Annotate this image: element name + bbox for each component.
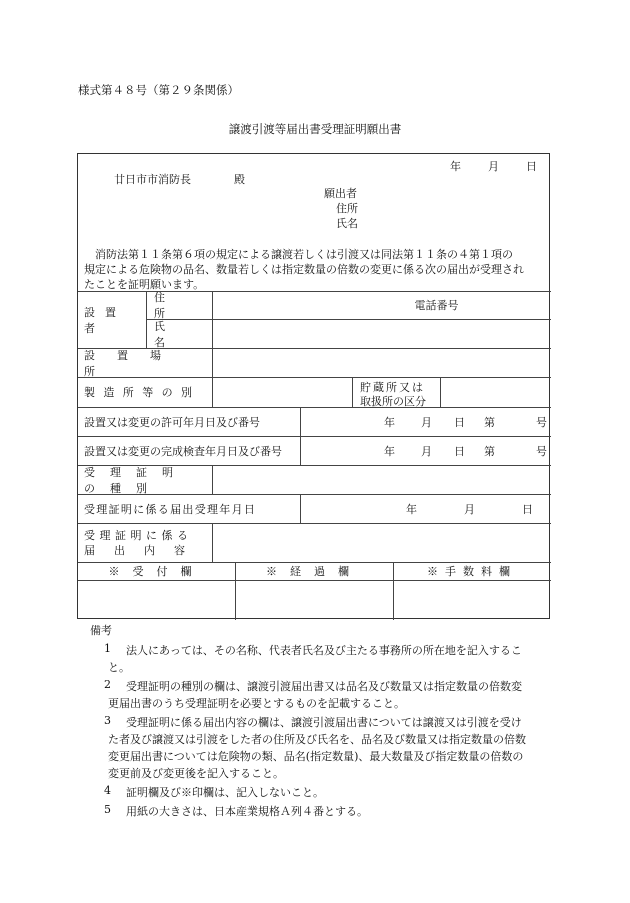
note-number: 3: [104, 714, 111, 727]
notification-content-label: 受理証明に係る: [84, 529, 193, 542]
completion-year: 年: [384, 444, 395, 458]
note-text: 証明欄及び※印欄は、記入しないこと。: [126, 786, 324, 799]
application-form-table: [77, 153, 550, 619]
note-text: 更届出書のうち受理証明を必要とするものを記載すること。: [108, 697, 405, 710]
progress-column-header: ※経過欄: [266, 565, 362, 578]
note-text: 法人にあっては、その名称、代表者氏名及び主たる事務所の所在地を記入するこ: [126, 644, 522, 657]
note-text: 受理証明に係る届出内容の欄は、譲渡引渡届出書については譲渡又は引渡を受け: [126, 716, 522, 729]
completion-month: 月: [421, 444, 432, 458]
reception-column-field: [78, 580, 235, 620]
completion-no-prefix: 第: [484, 444, 495, 458]
facility-type-label: 製造所等の別: [84, 386, 201, 399]
request-body-line: 規定による危険物の品名、数量若しくは指定数量の倍数の変更に係る次の届出が受理され: [84, 263, 524, 276]
storage-type-label: 貯蔵所又は: [360, 381, 425, 394]
receipt-day: 日: [522, 502, 533, 516]
note-number: 1: [104, 642, 111, 655]
notification-content-label: 届出内容: [84, 544, 204, 557]
completion-date-number-field[interactable]: [300, 436, 551, 465]
reception-column-header: ※受付欄: [108, 565, 205, 578]
completion-date-number-label: 設置又は変更の完成検査年月日及び番号: [84, 444, 282, 458]
facility-type-field[interactable]: [212, 377, 352, 407]
installer-address-field[interactable]: [212, 291, 551, 319]
permit-day: 日: [454, 415, 465, 429]
permit-no-suffix: 号: [536, 415, 547, 429]
request-body-line: たことを証明願います。: [84, 278, 205, 291]
completion-day: 日: [454, 444, 465, 458]
receipt-date-field[interactable]: [300, 494, 551, 523]
note-text: 変更前及び変更後を記入すること。: [108, 767, 284, 780]
progress-column-field: [235, 580, 393, 620]
permit-no-prefix: 第: [484, 415, 495, 429]
applicant-name-label[interactable]: 氏名: [336, 217, 358, 230]
applicant-address-label[interactable]: 住所: [336, 202, 358, 215]
permit-month: 月: [421, 415, 432, 429]
storage-type-field[interactable]: [440, 377, 551, 407]
storage-type-label: 取扱所の区分: [360, 395, 426, 408]
note-number: 4: [104, 784, 111, 797]
certificate-type-label: 受理証明の種別: [84, 465, 188, 495]
date-year[interactable]: 年: [450, 160, 461, 173]
receipt-date-label: 受理証明に係る届出受理年月日: [84, 502, 257, 516]
honorific: 殿: [234, 173, 245, 186]
applicant-label: 願出者: [324, 187, 357, 200]
fee-column-header: ※手数料欄: [427, 565, 517, 578]
notes-heading: 備考: [90, 624, 112, 637]
installer-name-field[interactable]: [212, 319, 551, 348]
phone-number-label: 電話番号: [414, 299, 459, 312]
note-text: た者及び譲渡又は引渡をした者の住所及び氏名を、品名及び数量又は指定数量の倍数: [108, 733, 526, 746]
note-text: 用紙の大きさは、日本産業規格Ａ列４番とする。: [126, 805, 368, 818]
installation-location-field[interactable]: [212, 348, 551, 377]
installation-location-label: 設置場所: [84, 348, 183, 378]
permit-date-number-label: 設置又は変更の許可年月日及び番号: [84, 415, 260, 429]
addressee: 廿日市市消防長: [114, 173, 191, 186]
permit-date-number-field[interactable]: [300, 407, 551, 436]
note-text: 受理証明の種別の欄は、譲渡引渡届出書又は品名及び数量又は指定数量の倍数変: [126, 680, 522, 693]
note-text: 変更届出書については危険物の類、品名(指定数量)、最大数量及び指定数量の倍数の: [108, 750, 524, 763]
installer-label: 設置者: [84, 305, 126, 335]
completion-no-suffix: 号: [536, 444, 547, 458]
receipt-year: 年: [406, 502, 417, 516]
certificate-type-field[interactable]: [212, 465, 551, 494]
permit-year: 年: [384, 415, 395, 429]
installer-address-label: 住所: [154, 291, 187, 320]
fee-column-field: [393, 580, 551, 620]
date-month[interactable]: 月: [488, 160, 499, 173]
form-number: 様式第４８号（第２９条関係）: [78, 83, 239, 97]
date-day[interactable]: 日: [526, 160, 537, 173]
receipt-month: 月: [464, 502, 475, 516]
request-body-line: 消防法第１１条第６項の規定による譲渡若しくは引渡又は同法第１１条の４第１項の: [95, 248, 513, 261]
note-number: 5: [104, 803, 111, 816]
notification-content-field[interactable]: [212, 523, 551, 562]
installer-name-label: 氏名: [154, 319, 187, 349]
note-number: 2: [104, 678, 111, 691]
document-title: 譲渡引渡等届出書受理証明願出書: [228, 122, 402, 136]
note-text: と。: [108, 661, 130, 674]
